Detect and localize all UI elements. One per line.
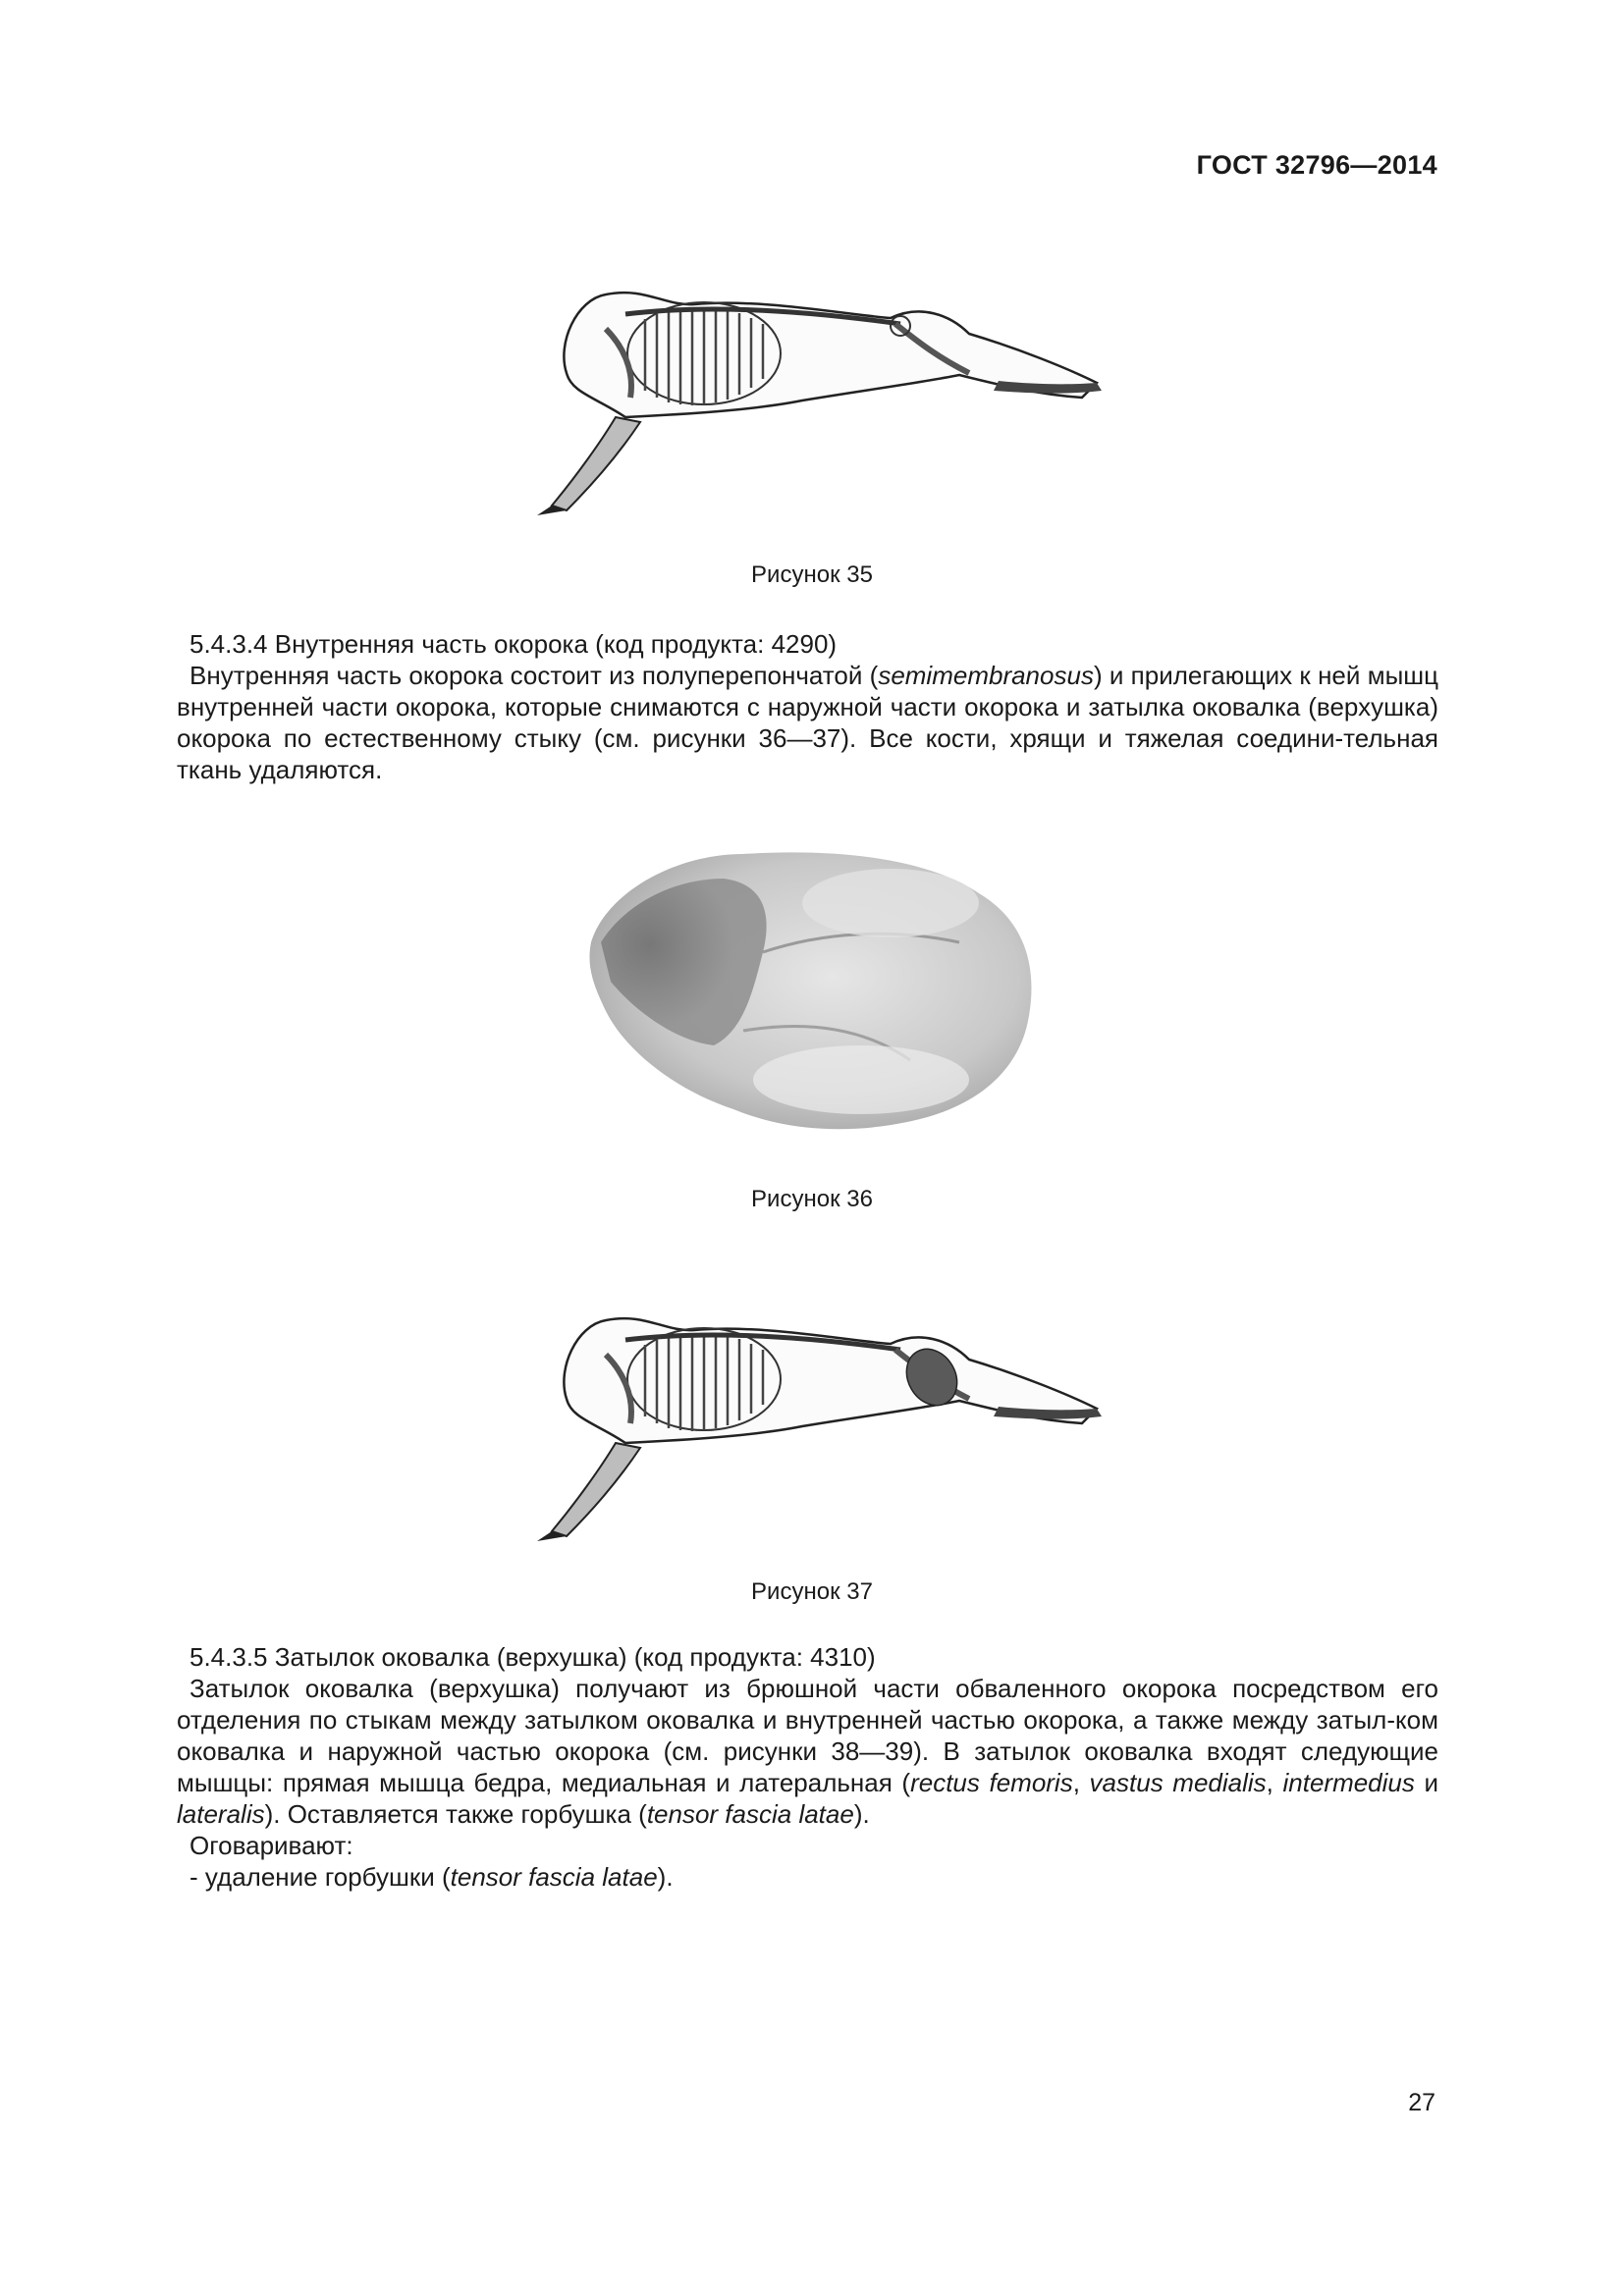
figure-35-caption: Рисунок 35	[751, 561, 873, 588]
section-4310-paragraph: Затылок оковалка (верхушка) получают из брюшной части обваленного окорока посредством его отделения по стыкам между затылком оковалка и внутренней частью окорока, а также между затыл-ком оковалка и наружной частью окорока (см. рисунки 38—39). В затылок оковалка входят следующие мышцы: прямая мышца бедра, медиальная и латеральная (rectus femoris, vastus medialis, intermedius и lateralis). Оставляется также горбушка (tensor fascia latae).	[177, 1674, 1439, 1829]
figure-37	[0, 1301, 1624, 1556]
section-4290	[177, 628, 1438, 785]
section-4310-heading: 5.4.3.5 Затылок оковалка (верхушка) (код продукта: 4310)	[189, 1642, 876, 1672]
inside-round-meat-photo	[567, 834, 1057, 1158]
agreed-label: Оговаривают:	[189, 1831, 353, 1860]
figure-36-caption: Рисунок 36	[751, 1186, 873, 1212]
carcass-skeleton-diagram	[508, 275, 1116, 530]
figure-35	[0, 275, 1624, 530]
carcass-skeleton-highlight-diagram	[508, 1301, 1116, 1556]
page-number: 27	[1408, 2089, 1435, 2116]
section-4310	[177, 1641, 1438, 1893]
figure-36	[0, 834, 1624, 1158]
section-4290-paragraph: Внутренняя часть окорока состоит из полуперепончатой (semimembranosus) и прилегающих к ней мышц внутренней части окорока, которые снимаются с наружной части окорока и затылка оковалка (верхушка) окорока по естественному стыку (см. рисунки 36—37). Все кости, хрящи и тяжелая соедини-тельная ткань удаляются.	[177, 661, 1439, 784]
section-4290-heading: 5.4.3.4 Внутренняя часть окорока (код продукта: 4290)	[189, 629, 838, 659]
figure-37-caption: Рисунок 37	[751, 1578, 873, 1605]
agreed-list-item: - удаление горбушки (tensor fascia latae).	[189, 1862, 674, 1892]
standard-number: ГОСТ 32796—2014	[1196, 150, 1437, 180]
